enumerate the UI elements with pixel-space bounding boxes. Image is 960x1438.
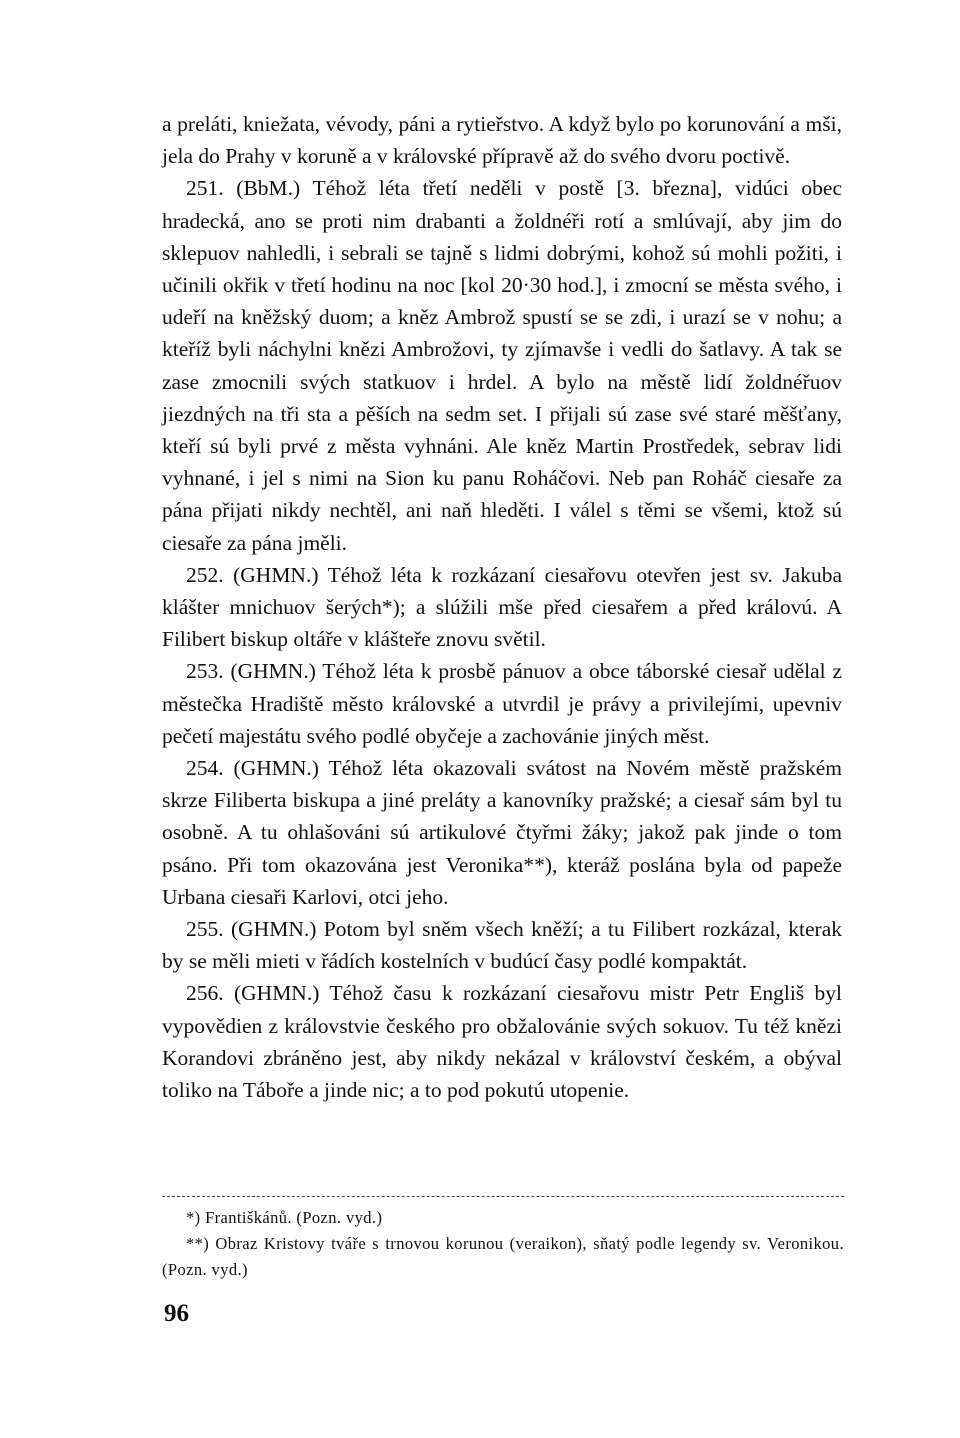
main-text [162,108,842,1106]
page-body [162,108,842,1106]
paragraph-252: 252. (GHMN.) Téhož léta k rozkázaní ciesařovu otevřen jest sv. Jakuba klášter mnichuov šerých*); a slúžili mše před ciesařem a před královú. A Filibert biskup oltáře v klášteře znovu světil. [162,562,842,652]
paragraph-254: 254. (GHMN.) Téhož léta okazovali svátost na Novém městě pražském skrze Filiberta biskupa a jiné preláty a kanovníky pražské; a ciesař sám byl tu osobně. A tu ohlašováni sú artikulové čtyřmi žáky; jakož pak jinde o tom psáno. Při tom okazována jest Veronika**), kteráž poslána byla od papeže Urbana ciesaři Karlovi, otci jeho. [162,756,842,909]
footnote-divider [162,1196,844,1197]
paragraph-255: 255. (GHMN.) Potom byl sněm všech kněží; a tu Filibert rozkázal, kterak by se měli mieti v řádích kostelních v budúcí časy podlé kompaktát. [162,917,842,974]
paragraph-256: 256. (GHMN.) Téhož času k rozkázaní ciesařovu mistr Petr Engliš byl vypovědien z královstvie českého pro obžalovánie svých sokuov. Tu též knězi Korandovi zbráněno jest, aby nikdy nekázal v království českém, a obýval toliko na Táboře a jinde nic; a to pod pokutú utopenie. [162,981,842,1103]
paragraph-251: 251. (BbM.) Téhož léta třetí neděli v postě [3. března], vidúci obec hradecká, ano se proti nim drabanti a žoldnéři rotí a smlúvají, aby jim do sklepuov nahledli, i sebrali se tajně s lidmi dobrými, kohož sú mohli požiti, i učinili okřik v třetí hodinu na noc [kol 20·30 hod.], i zmocní se města svého, i udeří na kněžský duom; a kněz Ambrož spustí se se zdi, i urazí se v nohu; a kteříž byli náchylni knězi Ambrožovi, ty zjímavše i vedli do šatlavy. A tak se zase zmocnili svých statkuov i hrdel. A bylo na městě lidí žoldnéřuov jiezdných na tři sta a pěších na sedm set. I přijali sú zase své staré měšťany, kteří sú byli prvé z města vyhnáni. Ale kněz Martin Prostředek, sebrav lidi vyhnané, i jel s nimi na Sion ku panu Roháčovi. Neb pan Roháč ciesaře za pána přijati nikdy nechtěl, ani naň hleděti. I válel s těmi se všemi, ktož sú ciesaře za pána jměli. [162,176,842,555]
paragraph-continuation: a preláti, kniežata, vévody, páni a rytieřstvo. A když bylo po korunování a mši, jela do Prahy v koruně a v královské přípravě až do svého dvoru poctivě. [162,112,842,169]
page-number: 96 [164,1300,189,1327]
paragraph-253: 253. (GHMN.) Téhož léta k prosbě pánuov a obce táborské ciesař udělal z městečka Hradiště město královské a utvrdil je právy a privilejími, upevniv pečetí majestátu svého podlé obyčeje a zachovánie jiných měst. [162,659,842,748]
footnote-1: *) Františkánů. (Pozn. vyd.) [186,1208,383,1227]
footnotes [162,1205,844,1283]
footnote-2: **) Obraz Kristovy tváře s trnovou korunou (veraikon), sňatý podle legendy sv. Veronikou. (Pozn. vyd.) [162,1234,844,1279]
